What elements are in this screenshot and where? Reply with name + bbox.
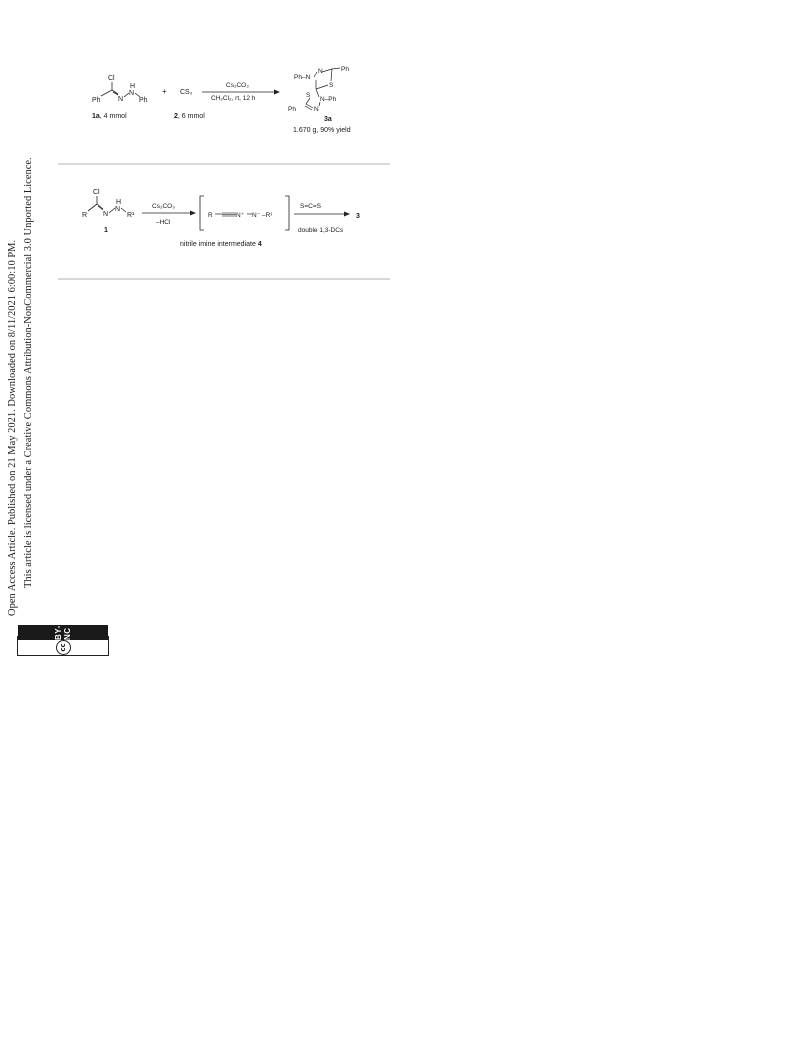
product-3a-structure [288,66,349,113]
scheme-2 [78,184,398,256]
svg-text:–R¹: –R¹ [262,212,273,219]
svg-text:N⁺: N⁺ [236,212,245,219]
reactant-1-label: 1 [104,227,108,234]
svg-text:S: S [329,82,334,89]
reagent2-label: S=C=S [300,203,321,210]
arrow-head [274,90,280,95]
svg-text:N⁻: N⁻ [252,212,261,219]
reactant-1a-structure [92,75,148,104]
cs2-formula: CS₂ [180,89,193,96]
svg-text:Cl: Cl [93,189,100,196]
svg-text:Ph: Ph [341,66,349,73]
bracket-left [200,196,204,230]
svg-text:S: S [306,92,311,99]
reactant-1-structure [82,189,135,219]
svg-text:N: N [318,68,323,75]
plus-sign: + [162,87,167,96]
publication-line: Open Access Article. Published on 21 May 2021. Downloaded on 8/11/2021 6:00:10 PM. [7,239,18,616]
svg-text:R: R [208,212,213,219]
license-sidebar [0,0,72,1039]
n-atom-1: N [118,96,124,103]
conditions-label: CH₂Cl₂, rt, 12 h [211,95,256,102]
bracket-right [285,196,289,230]
divider-1 [58,163,390,165]
product-3-label: 3 [356,213,360,220]
arrow-head-1 [190,211,196,216]
n-atom-2: N [129,90,135,97]
svg-text:H: H [116,199,122,206]
svg-text:Ph: Ph [288,106,296,113]
arrow-head-2 [344,212,350,217]
svg-text:R¹: R¹ [127,212,135,219]
by-nc-label: BY-NC [18,625,108,640]
cc-by-nc-badge[interactable] [17,625,109,656]
svg-text:N: N [314,106,319,113]
nitrile-imine-structure [208,212,273,219]
reactant-2-caption: 2, 6 mmol [174,113,205,120]
divider-2 [58,278,390,280]
ph-right: Ph [139,97,148,104]
license-line: This article is licensed under a Creative Commons Attribution-NonCommercial 3.0 Unported Licence. [23,157,34,588]
svg-text:N–Ph: N–Ph [320,96,337,103]
h-atom: H [130,83,136,90]
svg-text:N: N [103,211,109,218]
reactant-1a-caption: 1a, 4 mmol [92,113,127,120]
cl-atom: Cl [108,75,115,82]
ph-left: Ph [92,97,101,104]
intermediate-caption: nitrile imine intermediate 4 [180,241,262,248]
product-3a-label: 3a [324,116,332,123]
svg-text:N: N [115,206,121,213]
svg-text:Ph–N: Ph–N [294,74,311,81]
product-yield: 1.670 g, 90% yield [293,127,351,134]
scheme-1 [78,62,398,140]
conditions2-label: double 1,3-DCs [298,227,344,234]
byproduct-label: –HCl [156,219,171,226]
reagent-label-2: Cs₂CO₃ [152,203,175,210]
svg-text:R: R [82,212,88,219]
reagent-label: Cs₂CO₃ [226,82,249,89]
cc-icon: cc [18,640,108,655]
